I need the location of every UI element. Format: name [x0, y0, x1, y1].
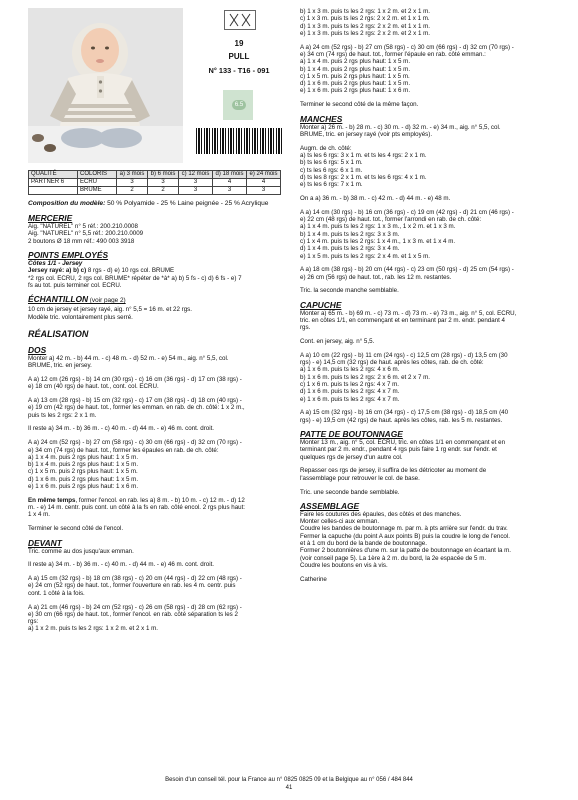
text-line: et à 1 cm du bord de la bande de boutonnage.: [300, 540, 427, 548]
text-line: c) 1 x 3 m. puis ts les 2 rgs: 2 x 2 m. et 1 x 1 m.: [300, 15, 430, 23]
text-line: Monter a) 42 m. - b) 44 m. - c) 48 m. - d) 52 m. - e) 54 m., aig. n° 5,5, col.: [28, 354, 229, 362]
text-line: a) 1 x 2 m. puis ts les 2 rgs: 1 x 2 m. et 2 x 1 m.: [28, 625, 158, 633]
text-line: Tric. comme au dos jusqu'aux emman.: [28, 547, 134, 555]
paragraph: [300, 266, 572, 281]
paragraph: [300, 352, 572, 403]
paragraph: [300, 439, 572, 461]
manches-body: [300, 124, 572, 295]
text-line: d) 1 x 3 m. puis ts les 2 rgs: 2 x 2 m. et 1 x 1 m.: [300, 22, 430, 30]
paragraph: [300, 124, 572, 139]
text-line: e) 18 cm (40 rgs) de haut. tot., cont. col. ECRU.: [28, 383, 159, 391]
text-line: A a) 24 cm (52 rgs) - b) 27 cm (58 rgs) - c) 30 cm (66 rgs) - d) 32 cm (70 rgs) -: [28, 439, 242, 447]
needles-icon: [224, 10, 256, 30]
paragraph: [28, 561, 296, 568]
paragraph: [28, 604, 296, 633]
table-cell: 2: [148, 187, 179, 195]
text-line: Monter 13 m., aig. n° 5, col. ECRU, tric. en côtes 1/1 en commençant et en: [300, 439, 506, 447]
text-line: Fermer la capuche (du point A aux points B) puis la coudre le long de l'encol.: [300, 532, 510, 540]
points-line: *2 rgs col. ECRU, 2 rgs col. BRUME* répéter de *à* a) b) 5 fs - c) d) 6 fs - e) 7: [28, 274, 242, 282]
text-line: b) 1 x 6 m. puis ts les 2 rgs: 2 x 6 m. et 2 x 7 m.: [300, 373, 430, 381]
text-line: On a a) 36 m. - b) 38 m. - c) 42 m. - d) 44 m. - e) 48 m.: [300, 194, 451, 202]
table-header-cell: e) 24 mois: [247, 171, 281, 179]
text-line: rgs.: [300, 324, 311, 332]
text-line: e) 22 cm (48 rgs) de haut. tot., former l'arrondi en rab. de ch. côté:: [300, 216, 482, 224]
text-line: e) 24 cm (52 rgs) de haut. tot., former l'ouverture en rab. les 4 m. centr. puis: [28, 582, 236, 590]
table-cell: 3: [179, 187, 213, 195]
text-line: rgs) - e) 14,5 cm (32 rgs) de haut. après les côtes, rab. de ch. côté:: [300, 359, 484, 367]
dos-meme-line: [28, 497, 296, 504]
mercerie-line: Aig. "NATUREL" n° 5,5 réf.: 200.210.0009: [28, 230, 144, 238]
text-line: Monter a) 26 m. - b) 28 m. - c) 30 m. - d) 32 m. - e) 34 m., aig. n° 5,5, col.: [300, 123, 501, 131]
pattern-header: [188, 8, 290, 160]
table-cell: ECRU: [78, 179, 117, 187]
text-line: Coudre les boutons en vis à vis.: [300, 561, 388, 569]
patte-body: [300, 439, 572, 496]
text-line: rgs:: [28, 618, 39, 626]
mercerie-title: MERCERIE: [28, 213, 73, 223]
dos-meme-line: 1 x 4 m.: [28, 511, 51, 519]
text-line: e) 1 x 5 m. puis ts les 2 rgs: 2 x 4 m. et 1 x 5 m.: [300, 252, 430, 260]
table-header-cell: c) 12 mois: [179, 171, 213, 179]
table-header-cell: a) 3 mois: [117, 171, 148, 179]
table-header-cell: b) 6 mois: [148, 171, 179, 179]
realisation-title: RÉALISATION: [28, 328, 89, 339]
table-cell: 2: [117, 187, 148, 195]
paragraph: [28, 575, 296, 597]
table-cell: BRUME: [78, 187, 117, 195]
text-line: c) 1 x 4 m. puis ts les 2 rgs: 1 x 4 m., 1 x 3 m. et 1 x 4 m.: [300, 237, 456, 245]
text-line: c) 1 x 5 m. puis 2 rgs plus haut: 1 x 5 m.: [28, 468, 138, 476]
pattern-ref: N° 133 - T16 - 091: [208, 66, 270, 75]
text-line: BRUME, tric. en jersey rayé (voir pts employés).: [300, 130, 433, 138]
right-column: [300, 8, 572, 583]
paragraph: [300, 310, 572, 332]
paragraph: [28, 548, 296, 555]
composition-label: Composition du modèle:: [28, 200, 106, 207]
paragraph: [300, 101, 572, 108]
text-line: Terminer le second côté de la même façon.: [300, 101, 419, 109]
paragraph: [300, 338, 572, 345]
paragraph: [28, 439, 296, 490]
composition-text: 50 % Polyamide - 25 % Laine peignée - 25 % Acrylique: [105, 200, 269, 207]
text-line: b) 1 x 4 m. puis 2 rgs plus haut: 1 x 5 m.: [300, 65, 411, 73]
table-cell: [29, 187, 78, 195]
text-line: tric. en côtes 1/1, en commençant et en terminant par 2 m. endr. pendant 4: [300, 317, 505, 324]
dos-meme-para: [28, 497, 296, 519]
text-line: a) 1 x 4 m. puis 2 rgs plus haut: 1 x 5 m.: [300, 58, 411, 66]
manches-title: MANCHES: [300, 113, 343, 124]
paragraph: [28, 355, 296, 370]
echantillon-title: [28, 294, 296, 306]
paragraph: [300, 8, 572, 37]
table-cell: PARTNER 6: [29, 179, 78, 187]
table-cell: 3: [148, 179, 179, 187]
text-line: A a) 18 cm (38 rgs) - b) 20 cm (44 rgs) - c) 23 cm (50 rgs) - d) 25 cm (54 rgs) -: [300, 266, 514, 274]
quality-table: [28, 170, 281, 195]
paragraph: [300, 44, 572, 95]
dos-title: DOS: [28, 344, 47, 355]
text-line: Augm. de ch. côté:: [300, 144, 352, 152]
text-line: A a) 10 cm (22 rgs) - b) 11 cm (24 rgs) - c) 12,5 cm (28 rgs) - d) 13,5 cm (30: [300, 351, 508, 359]
table-row: [29, 179, 281, 187]
text-line: d) 1 x 6 m. puis 2 rgs plus haut: 1 x 5 m.: [28, 475, 139, 483]
text-line: Cont. en jersey, aig. n° 5,5.: [300, 338, 375, 346]
paragraph: [300, 195, 572, 202]
text-line: A a) 13 cm (28 rgs) - b) 15 cm (32 rgs) - c) 17 cm (38 rgs) - d) 18 cm (40 rgs) -: [28, 397, 242, 405]
text-line: a) 1 x 4 m. puis 2 rgs plus haut: 1 x 5 m.: [28, 453, 139, 461]
text-line: a) 1 x 4 m. puis ts les 2 rgs: 1 x 3 m., 1 x 2 m. et 1 x 3 m.: [300, 223, 456, 231]
pattern-number: 19: [234, 39, 244, 48]
mercerie-line: Aig. "NATUREL" n° 5 réf.: 200.210.0008: [28, 223, 138, 230]
text-line: b) 1 x 4 m. puis ts les 2 rgs: 3 x 3 m.: [300, 230, 400, 238]
table-cell: 3: [213, 187, 247, 195]
patte-title: PATTE DE BOUTONNAGE: [300, 429, 403, 440]
text-line: e) 1 x 6 m. puis 2 rgs plus haut: 1 x 6 m.: [300, 87, 411, 95]
table-row: [29, 187, 281, 195]
text-line: c) 1 x 6 m. puis ts les 2 rgs: 4 x 7 m.: [300, 381, 400, 389]
points-cotes: Côtes 1/1 - Jersey: [28, 259, 83, 267]
text-line: Tric. la seconde manche semblable.: [300, 287, 399, 295]
paragraph: [300, 489, 572, 496]
paragraph: [300, 409, 572, 424]
text-line: e) 34 cm (74 rgs) de haut. tot., former l'épaule en rab. côté emman.:: [300, 50, 486, 58]
text-line: Faire les coutures des épaules, des côtés et des manches.: [300, 510, 462, 518]
echantillon-line: Modèle tric. volontairement plus serré.: [28, 313, 133, 321]
assemblage-body: [300, 511, 572, 569]
composition: [28, 200, 296, 208]
text-line: A a) 15 cm (32 rgs) - b) 18 cm (38 rgs) - c) 20 cm (44 rgs) - d) 22 cm (48 rgs) -: [28, 575, 242, 583]
text-line: e) 1 x 6 m. puis ts les 2 rgs: 4 x 7 m.: [300, 395, 400, 403]
mercerie-line: 2 boutons Ø 18 mm réf.: 490 003 3918: [28, 237, 135, 245]
barcode: [196, 128, 284, 154]
table-header-cell: COLORIS: [78, 171, 117, 179]
paragraph: [28, 425, 296, 432]
paragraph: [28, 397, 296, 419]
assemblage-title: ASSEMBLAGE: [300, 500, 360, 511]
paragraph: [300, 209, 572, 260]
echantillon-line: 10 cm de jersey et jersey rayé, aig. n° 5,5 = 16 m. et 22 rgs.: [28, 306, 192, 314]
text-line: Il reste a) 34 m. - b) 36 m. - c) 40 m. - d) 44 m. - e) 46 m. cont. droit.: [28, 425, 215, 433]
table-cell: 3: [117, 179, 148, 187]
text-line: Il reste a) 34 m. - b) 36 m. - c) 40 m. - d) 44 m. - e) 46 m. cont. droit.: [28, 561, 215, 569]
dos-meme-text: , former l'encol. en rab. les a) 8 m. - b) 10 m. - c) 12 m. - d) 12: [75, 496, 245, 504]
text-line: c) 1 x 5 m. puis 2 rgs plus haut: 1 x 5 m.: [300, 72, 410, 80]
page-number: 41: [285, 785, 293, 791]
text-line: A a) 21 cm (46 rgs) - b) 24 cm (52 rgs) - c) 26 cm (58 rgs) - d) 28 cm (62 rgs) -: [28, 603, 242, 611]
text-line: Former 2 boutonnières d'une m. sur la patte de boutonnage en écartant la m.: [300, 547, 511, 555]
points-title: POINTS EMPLOYÉS: [28, 249, 109, 260]
text-line: Monter a) 65 m. - b) 69 m. - c) 73 m. - d) 73 m. - e) 73 m., aig. n° 5, col. ECRU,: [300, 309, 517, 317]
text-line: c) ts les 6 rgs: 6 x 1 m.: [300, 166, 363, 174]
echantillon-ref: (voir page 2): [88, 297, 126, 305]
text-line: a) ts les 6 rgs: 3 x 1 m. et ts les 4 rgs: 2 x 1 m.: [300, 151, 427, 159]
text-line: d) 1 x 6 m. puis 2 rgs plus haut: 1 x 5 m.: [300, 80, 411, 88]
paragraph: [300, 145, 572, 189]
text-line: b) 1 x 4 m. puis 2 rgs plus haut: 1 x 5 m.: [28, 461, 139, 469]
text-line: rgs) - e) 19,5 cm (42 rgs) de haut. après les côtes, rab. les 5 m. restantes.: [300, 416, 503, 424]
text-line: e) 30 cm (66 rgs) de haut. tot., former l'encol. en rab. côté séparation ts les 2: [28, 610, 238, 618]
text-line: e) 1 x 6 m. puis 2 rgs plus haut: 1 x 6 m.: [28, 483, 139, 491]
paragraph: [300, 287, 572, 294]
left-column: [28, 200, 296, 633]
text-line: cont. 1 côté à la fois.: [28, 589, 85, 597]
text-line: Monter celles-ci aux emman.: [300, 518, 380, 526]
table-cell: 3: [247, 187, 281, 195]
dos-body: [28, 355, 296, 490]
dos-meme-label: En même temps: [28, 496, 76, 504]
points-raye-text: 8 rgs - d) e) 10 rgs col. BRUME: [86, 267, 175, 275]
text-line: puis ts les 2 rgs: 2 x 1 m.: [28, 411, 97, 419]
devant-title: DEVANT: [28, 537, 62, 548]
paragraph: [300, 467, 572, 482]
text-line: d) 1 x 4 m. puis ts les 2 rgs: 3 x 4 m.: [300, 245, 400, 253]
signature: Catherine: [300, 575, 327, 583]
text-line: A a) 14 cm (30 rgs) - b) 16 cm (36 rgs) - c) 19 cm (42 rgs) - d) 21 cm (46 rgs) -: [300, 208, 514, 216]
footer-advice: Besoin d'un conseil tél. pour la France au n° 0825 0825 09 et la Belgique au n° 056 / 484 844: [165, 777, 413, 783]
text-line: A a) 15 cm (32 rgs) - b) 16 cm (34 rgs) - c) 17,5 cm (38 rgs) - d) 18,5 cm (40: [300, 409, 509, 417]
devant-body: [28, 548, 296, 633]
text-line: BRUME, tric. en jersey.: [28, 362, 92, 370]
points-raye: [28, 267, 296, 274]
echantillon-heading: ÉCHANTILLON: [28, 294, 89, 305]
text-line: a) 1 x 6 m. puis ts les 2 rgs: 4 x 6 m.: [300, 366, 400, 374]
points-line: fs au tot. puis terminer col. ECRU.: [28, 281, 122, 289]
text-line: d) 1 x 6 m. puis ts les 2 rgs: 4 x 7 m.: [300, 388, 400, 396]
pattern-title: PULL: [228, 52, 250, 61]
text-line: b) ts les 6 rgs: 5 x 1 m.: [300, 159, 363, 167]
paragraph: [28, 376, 296, 391]
text-line: Tric. une seconde bande semblable.: [300, 488, 400, 496]
text-line: terminant par 2 m. endr., pendant 4 rgs puis faire 1 rg endr. sur l'endr. et: [300, 446, 497, 454]
table-header-cell: d) 18 mois: [213, 171, 247, 179]
text-line: e) 26 cm (56 rgs) de haut. tot., rab. les 12 m. restantes.: [300, 273, 452, 281]
wool-weight-badge: 6.5: [223, 90, 253, 120]
text-line: A a) 24 cm (52 rgs) - b) 27 cm (58 rgs) - c) 30 cm (66 rgs) - d) 32 cm (70 rgs) -: [300, 43, 514, 51]
text-line: e) ts les 6 rgs: 7 x 1 m.: [300, 181, 363, 189]
text-line: d) ts les 8 rgs: 2 x 1 m. et ts les 6 rgs: 4 x 1 m.: [300, 173, 427, 181]
table-cell: 4: [247, 179, 281, 187]
text-line: l'assemblage pour retrouver le col. de base.: [300, 474, 420, 482]
table-cell: 4: [213, 179, 247, 187]
right-top-body: [300, 8, 572, 109]
table-cell: 3: [179, 179, 213, 187]
capuche-title: CAPUCHE: [300, 299, 342, 310]
table-header-row: [29, 171, 281, 179]
text-line: Coudre les bandes de boutonnage m. par m. à pts arrière sur l'endr. du trav.: [300, 525, 508, 533]
dos-meme-line: m. - e) 14 m. centr. puis cont. un côté à la fs en rab. côté encol. 2 rgs plus haut:: [28, 504, 246, 512]
dos-end: Terminer le second côté de l'encol.: [28, 525, 124, 533]
table-header-cell: QUALITÉ: [29, 171, 78, 179]
text-line: quelques rgs de jersey d'un autre col.: [300, 453, 403, 461]
text-line: e) 1 x 3 m. puis ts les 2 rgs: 2 x 2 m. et 2 x 1 m.: [300, 29, 430, 37]
text-line: b) 1 x 3 m. puis ts les 2 rgs: 1 x 2 m. et 2 x 1 m.: [300, 8, 430, 15]
text-line: Repasser ces rgs de jersey, il suffira de les détricoter au moment de: [300, 467, 487, 475]
text-line: e) 34 cm (74 rgs) de haut. tot., former les épaules en rab. de ch. côté:: [28, 446, 219, 454]
model-photo: [28, 8, 183, 163]
capuche-body: [300, 310, 572, 424]
points-raye-label: Jersey rayé: a) b) c): [28, 267, 87, 275]
text-line: e) 19 cm (42 rgs) de haut. tot., former les emman. en rab. de ch. côté: 1 x 2 m.,: [28, 404, 245, 412]
text-line: (voir conseil page 5). La 1ère à 2 m. du bord, la 2e espacée de 5 m.: [300, 554, 487, 562]
text-line: A a) 12 cm (26 rgs) - b) 14 cm (30 rgs) - c) 16 cm (36 rgs) - d) 17 cm (38 rgs) -: [28, 375, 242, 383]
